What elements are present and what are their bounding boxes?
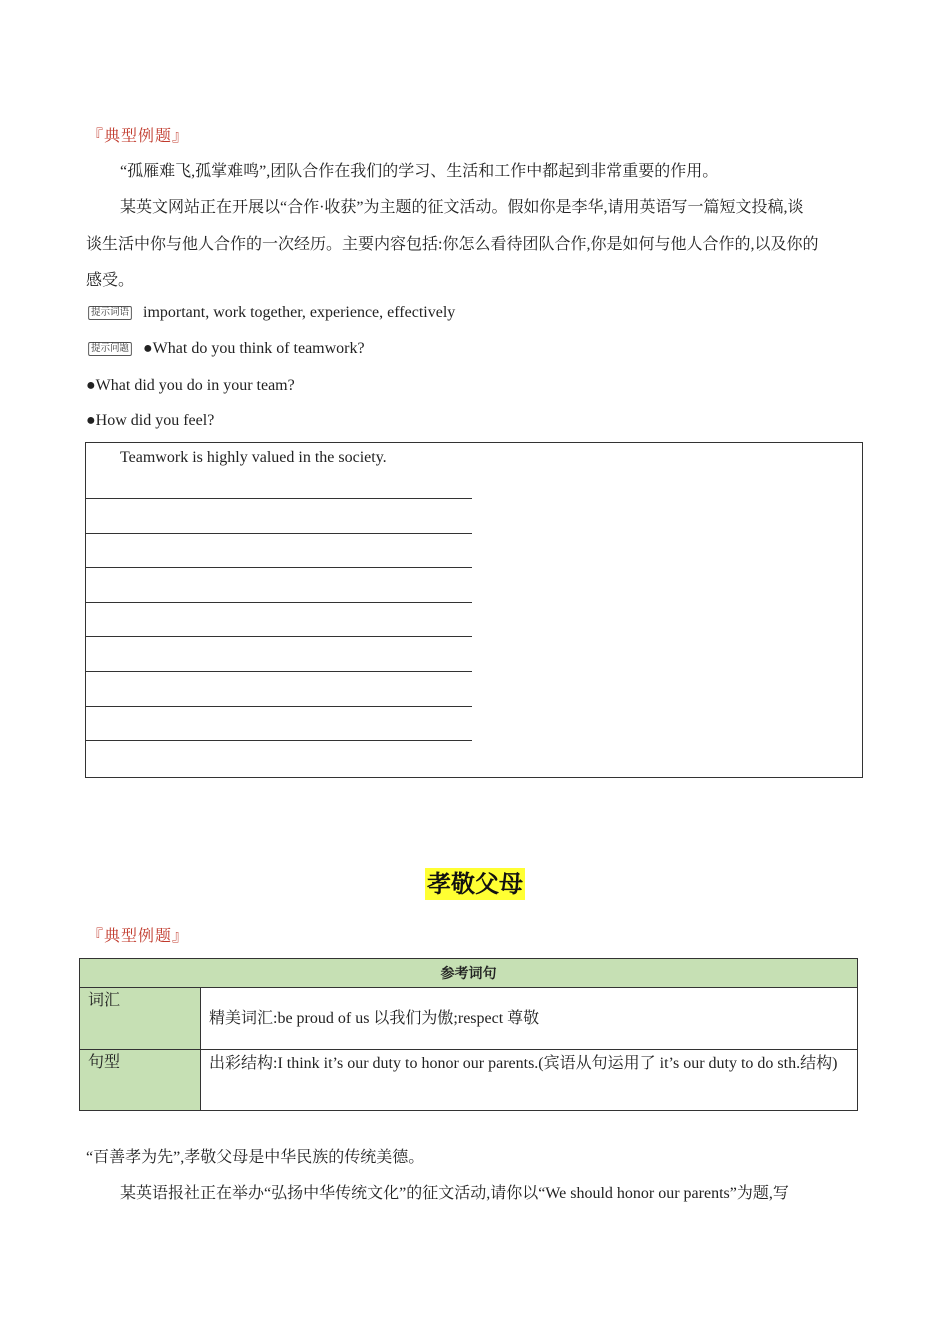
- section-title-text: 孝敬父母: [427, 870, 523, 898]
- task-line-2: 谈生活中你与他人合作的一次经历。主要内容包括:你怎么看待团队合作,你是如何与他人合作的,以及你的: [86, 236, 819, 253]
- writing-line: [86, 636, 472, 637]
- section-title: [0, 868, 950, 900]
- starter-sentence: Teamwork is highly valued in the society.: [120, 449, 387, 466]
- writing-line: [86, 498, 472, 499]
- question-1: ●What do you think of teamwork?: [143, 340, 365, 357]
- writing-line: [86, 567, 472, 568]
- task-line-1: 某英文网站正在开展以“合作·收获”为主题的征文活动。假如你是李华,请用英语写一篇短文投稿,谈: [120, 199, 804, 216]
- sentence-content: 出彩结构:I think it’s our duty to honor our parents.(宾语从句运用了 it’s our duty to do sth.结构): [201, 1050, 858, 1111]
- hint-words: important, work together, experience, effectively: [143, 304, 456, 321]
- hint-words-tag: 提示词语: [88, 306, 132, 320]
- hint-questions-row: [87, 338, 365, 360]
- writing-line: [86, 671, 472, 672]
- intro-paragraph: “孤雁难飞,孤掌难鸣”,团队合作在我们的学习、生活和工作中都起到非常重要的作用。: [120, 163, 719, 180]
- sentence-label: 句型: [80, 1050, 201, 1111]
- hint-words-row: [87, 302, 455, 324]
- question-2: ●What did you do in your team?: [86, 377, 295, 394]
- example-heading-2: 『典型例题』: [87, 928, 190, 945]
- writing-line: [86, 602, 472, 603]
- hint-questions-tag: 提示问题: [88, 342, 132, 356]
- writing-line: [86, 740, 472, 741]
- writing-line: [86, 706, 472, 707]
- writing-box[interactable]: [85, 442, 863, 778]
- writing-line: [86, 533, 472, 534]
- reference-table: [79, 958, 858, 1111]
- vocab-content: 精美词汇:be proud of us 以我们为傲;respect 尊敬: [201, 988, 858, 1050]
- task-paragraph-2: 某英语报社正在举办“弘扬中华传统文化”的征文活动,请你以“We should honor our parents”为题,写: [120, 1185, 789, 1202]
- vocab-label: 词汇: [80, 988, 201, 1050]
- question-3: ●How did you feel?: [86, 412, 215, 429]
- reference-table-header: 参考词句: [80, 959, 858, 988]
- task-line-3: 感受。: [86, 272, 135, 289]
- intro-paragraph-2: “百善孝为先”,孝敬父母是中华民族的传统美德。: [86, 1149, 425, 1166]
- example-heading: 『典型例题』: [87, 128, 190, 145]
